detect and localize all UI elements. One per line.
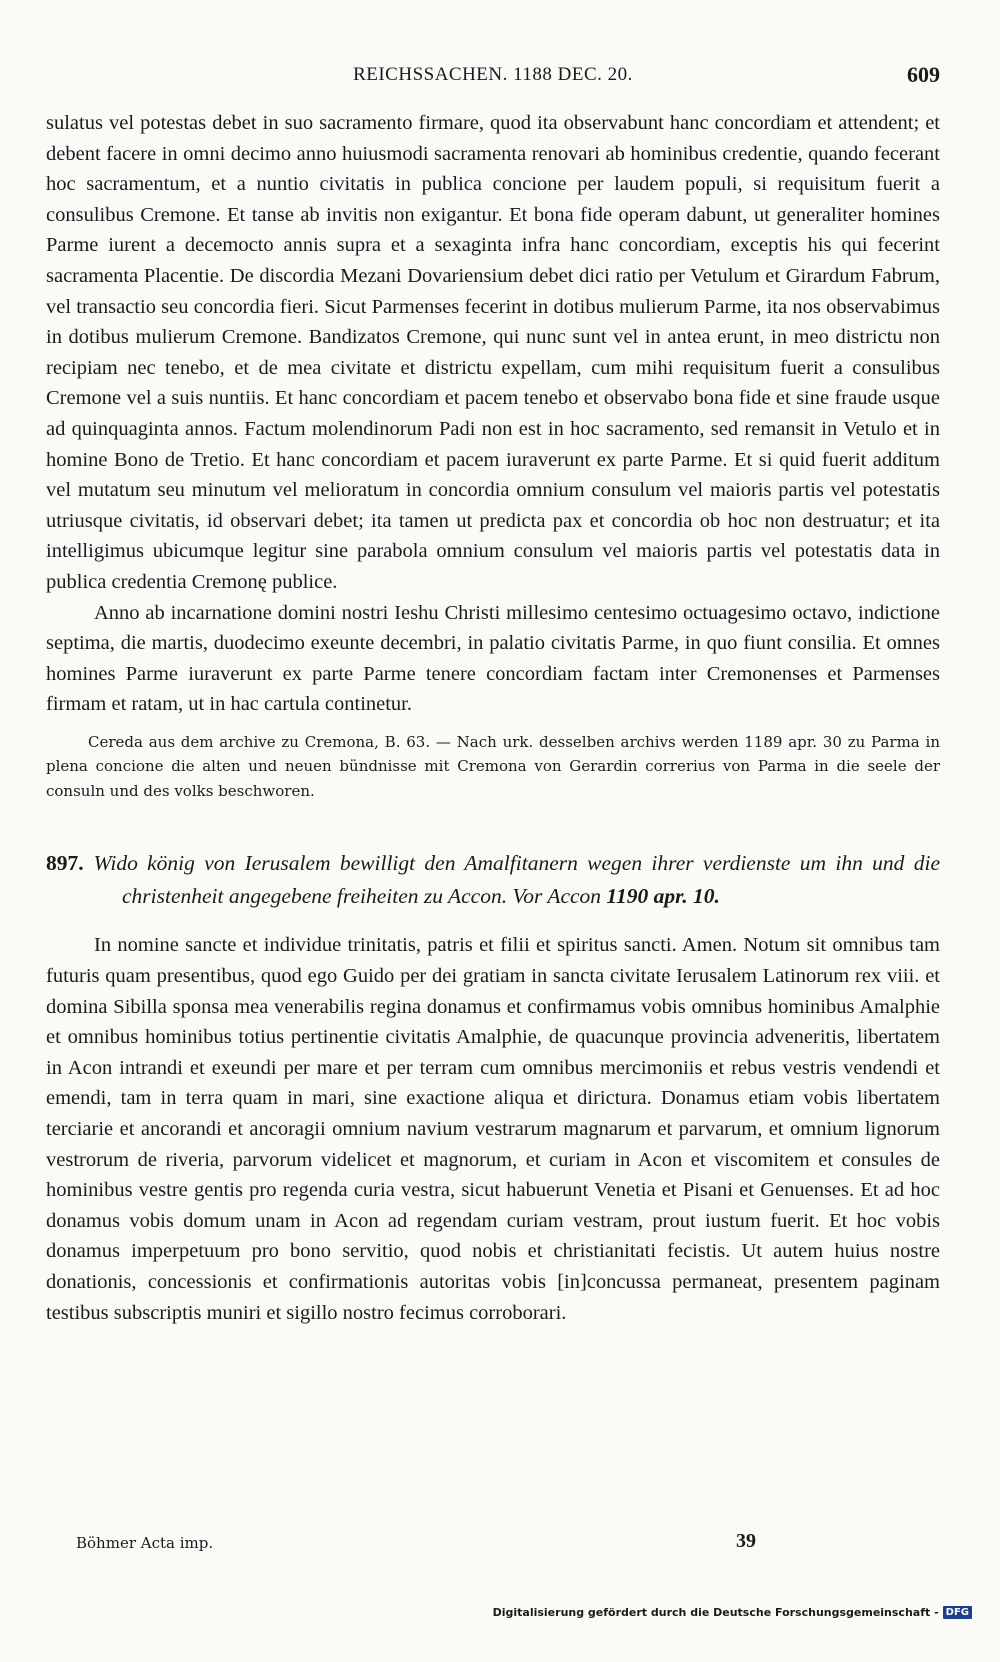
page-header (46, 62, 940, 92)
page-body (46, 108, 940, 1328)
entry-date: 1190 apr. 10. (606, 883, 720, 908)
credit-text: Digitalisierung gefördert durch die Deutsche Forschungsgemeinschaft - (492, 1606, 939, 1619)
dfg-logo-icon: DFG (943, 1606, 972, 1619)
digitization-credit (493, 1606, 972, 1619)
body-paragraph: sulatus vel potestas debet in suo sacramento firmare, quod ita observabunt hanc concordiam et attendent; et debent facere in omni decimo anno huiusmodi sacramenta renovari ab hominibus credentie, quando fecerant hoc sacramentum, et a nuntio civitatis in publica concione per laudem populi, si requisitum fuerit a consulibus Cremone. Et tanse ab invitis non exigantur. Et bona fide operam dabunt, ut generaliter homines Parme iurent a decemocto annis supra et a sexaginta infra hanc concordiam, exceptis his qui fecerint sacramenta Placentie. De discordia Mezani Dovariensium debet dici ratio per Vetulum et Girardum Fabrum, vel transactio seu concordia fieri. Sicut Parmenses fecerint in dotibus mulierum Parme, ita nos observabimus in dotibus mulierum Cremone. Bandizatos Cremone, qui nunc sunt vel in antea erunt, in meo districtu non recipiam nec tenebo, et de mea civitate et districtu expellam, cum mihi requisitum fuerit a consulibus Cremone vel a suis nuntiis. Et hanc concordiam et pacem tenebo et observabo bona fide et sine fraude usque ad quinquaginta annos. Factum molendinorum Padi non est in hoc sacramento, sed remansit in Vetulo et in homine Bono de Tretio. Et hanc concordiam et pacem iuraverunt ex parte Parme. Et si quid fuerit additum vel mutatum seu minutum vel melioratum in concordia omnium consulum vel maioris partis vel potestatis utriusque civitatis, id observari debet; ita tamen ut predicta pax et concordia ob hoc non destruatur; et ita intelligimus ubicumque legitur sine parabola omnium consulum vel maioris partis vel potestatis data in publica credentia Cremonę publice. (46, 112, 940, 593)
entry-title: Wido könig von Ierusalem bewilligt den Amalfitanern wegen ihrer verdienste um ihn und die christenheit angegebene freiheiten zu Accon. Vor Accon (93, 851, 940, 908)
charter-text: In nomine sancte et individue trinitatis, patris et filii et spiritus sancti. Amen. Notum sit omnibus tam futuris quam presentibus, quod ego Guido per dei gratiam in sancta civitate Ierusalem Latinorum rex viii. et domina Sibilla sponsa mea venerabilis regina donamus et confirmamus vobis omnibus hominibus Amalphie et omnibus hominibus totius pertinentie civitatis Amalphie, de quacunque provincia adveneritis, libertatem in Acon intrandi et exeundi per mare et per terram cum omnibus mercimoniis et rebus vestris vendendi et emendi, tam in terra quam in mari, sine exactione aliqua et dirictura. Donamus etiam vobis libertatem terciarie et ancorandi et ancoragii omnium navium vestrarum magnarum et parvarum, et omnium lignorum vestrorum de riveria, parvorum videlicet et magnorum, et curiam in Acon et viscomitem et consules de hominibus vestre gentis pro regenda curia vestra, sicut habuerunt Venetia et Pisani et Genuenses. Et ad hoc donamus vobis domum unam in Acon ad regendam curiam vestram, prout iustum fuerit. Et hoc vobis donamus imperpetuum pro bono servitio, quod nobis et christianitati fecistis. Ut autem huius nostre donationis, concessionis et confirmationis autoritas vobis [in]concussa permaneat, presentem paginam testibus subscriptis muniri et sigillo nostro fecimus corroborari. (46, 934, 940, 1324)
page-footer (46, 1530, 940, 1560)
entry-heading (46, 847, 940, 912)
entry-number: 897. (46, 851, 84, 876)
source-note: Cereda aus dem archive zu Cremona, B. 63. — Nach urk. desselben archivs werden 1189 apr. 30 zu Parma in plena concione die alten und neuen bündnisse mit Cremona von Gerardin correrius von Parma in die seele der consuln und des volks beschworen. (46, 732, 940, 800)
body-paragraph: Anno ab incarnatione domini nostri Ieshu Christi millesimo centesimo octuagesimo octavo, indictione septima, die martis, duodecimo exeunte decembri, in palatio civitatis Parme, in quo fiunt consilia. Et omnes homines Parme iuraverunt ex parte Parme tenere concordiam factam inter Cremonenses et Parmenses firmam et ratam, ut in hac cartula continetur. (46, 601, 940, 716)
page-number: 609 (907, 62, 940, 87)
sheet-number: 39 (736, 1530, 756, 1552)
signature-mark: Böhmer Acta imp. (76, 1534, 214, 1552)
running-head: REICHSSACHEN. 1188 DEC. 20. (353, 64, 633, 85)
